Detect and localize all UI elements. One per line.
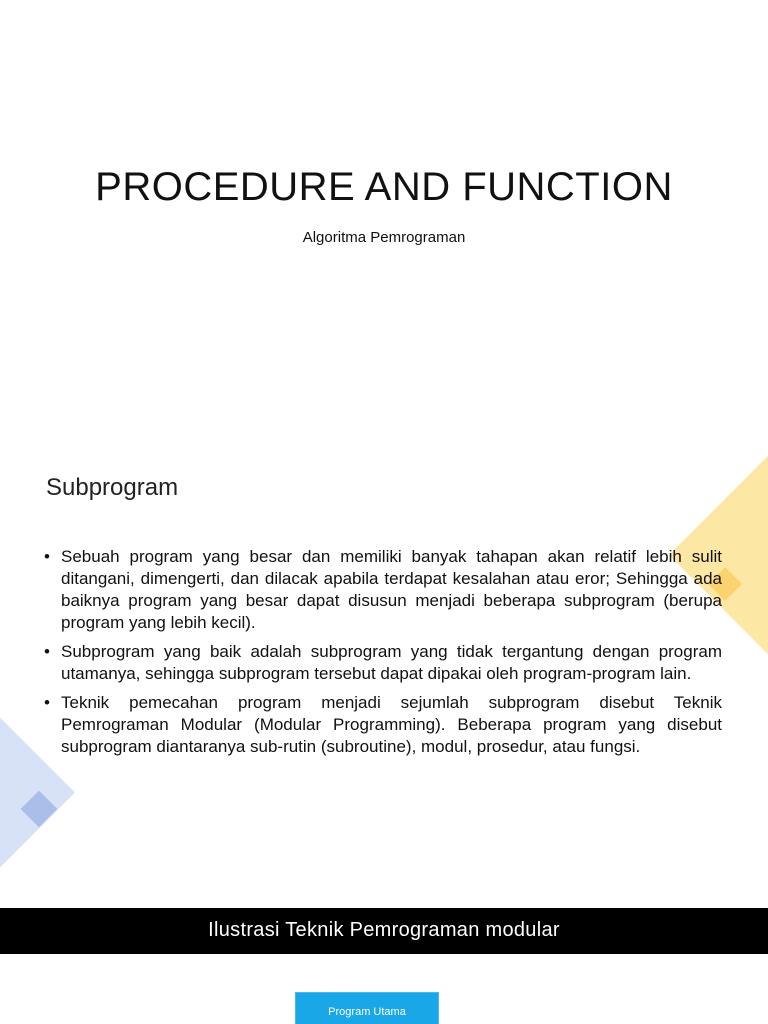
bullet-item — [44, 692, 722, 758]
illustration-banner: Ilustrasi Teknik Pemrograman modular — [0, 908, 768, 954]
bullet-text: Sebuah program yang besar dan memiliki banyak tahapan akan relatif lebih sulit ditangani, dimengerti, dan dilacak apabila terdapat kesalahan atau eror; Sehingga ada baiknya program yang besar dapat disusun menjadi beberapa subprogram (berupa program yang lebih kecil). — [61, 547, 722, 632]
title-slide — [0, 0, 768, 450]
bullet-icon: • — [44, 547, 50, 566]
bullet-icon: • — [44, 642, 50, 661]
program-utama-box: Program Utama — [295, 992, 439, 1024]
slide-title: PROCEDURE AND FUNCTION — [95, 165, 673, 209]
bullet-list — [44, 546, 722, 765]
bullet-item — [44, 546, 722, 634]
bullet-text: Subprogram yang baik adalah subprogram yang tidak tergantung dengan program utamanya, sehingga subprogram tersebut dapat dipakai oleh program-program lain. — [61, 642, 722, 683]
section-heading: Subprogram — [46, 474, 179, 501]
bullet-item — [44, 641, 722, 685]
bullet-icon: • — [44, 693, 50, 712]
illustration-slide — [0, 908, 768, 1024]
content-slide — [0, 450, 768, 908]
bullet-text: Teknik pemecahan program menjadi sejumlah subprogram disebut Teknik Pemrograman Modular (Modular Programming). Beberapa program yang disebut subprogram diantaranya sub-rutin (subroutine), modul, prosedur, atau fungsi. — [61, 693, 722, 756]
slide-subtitle: Algoritma Pemrograman — [302, 229, 466, 246]
